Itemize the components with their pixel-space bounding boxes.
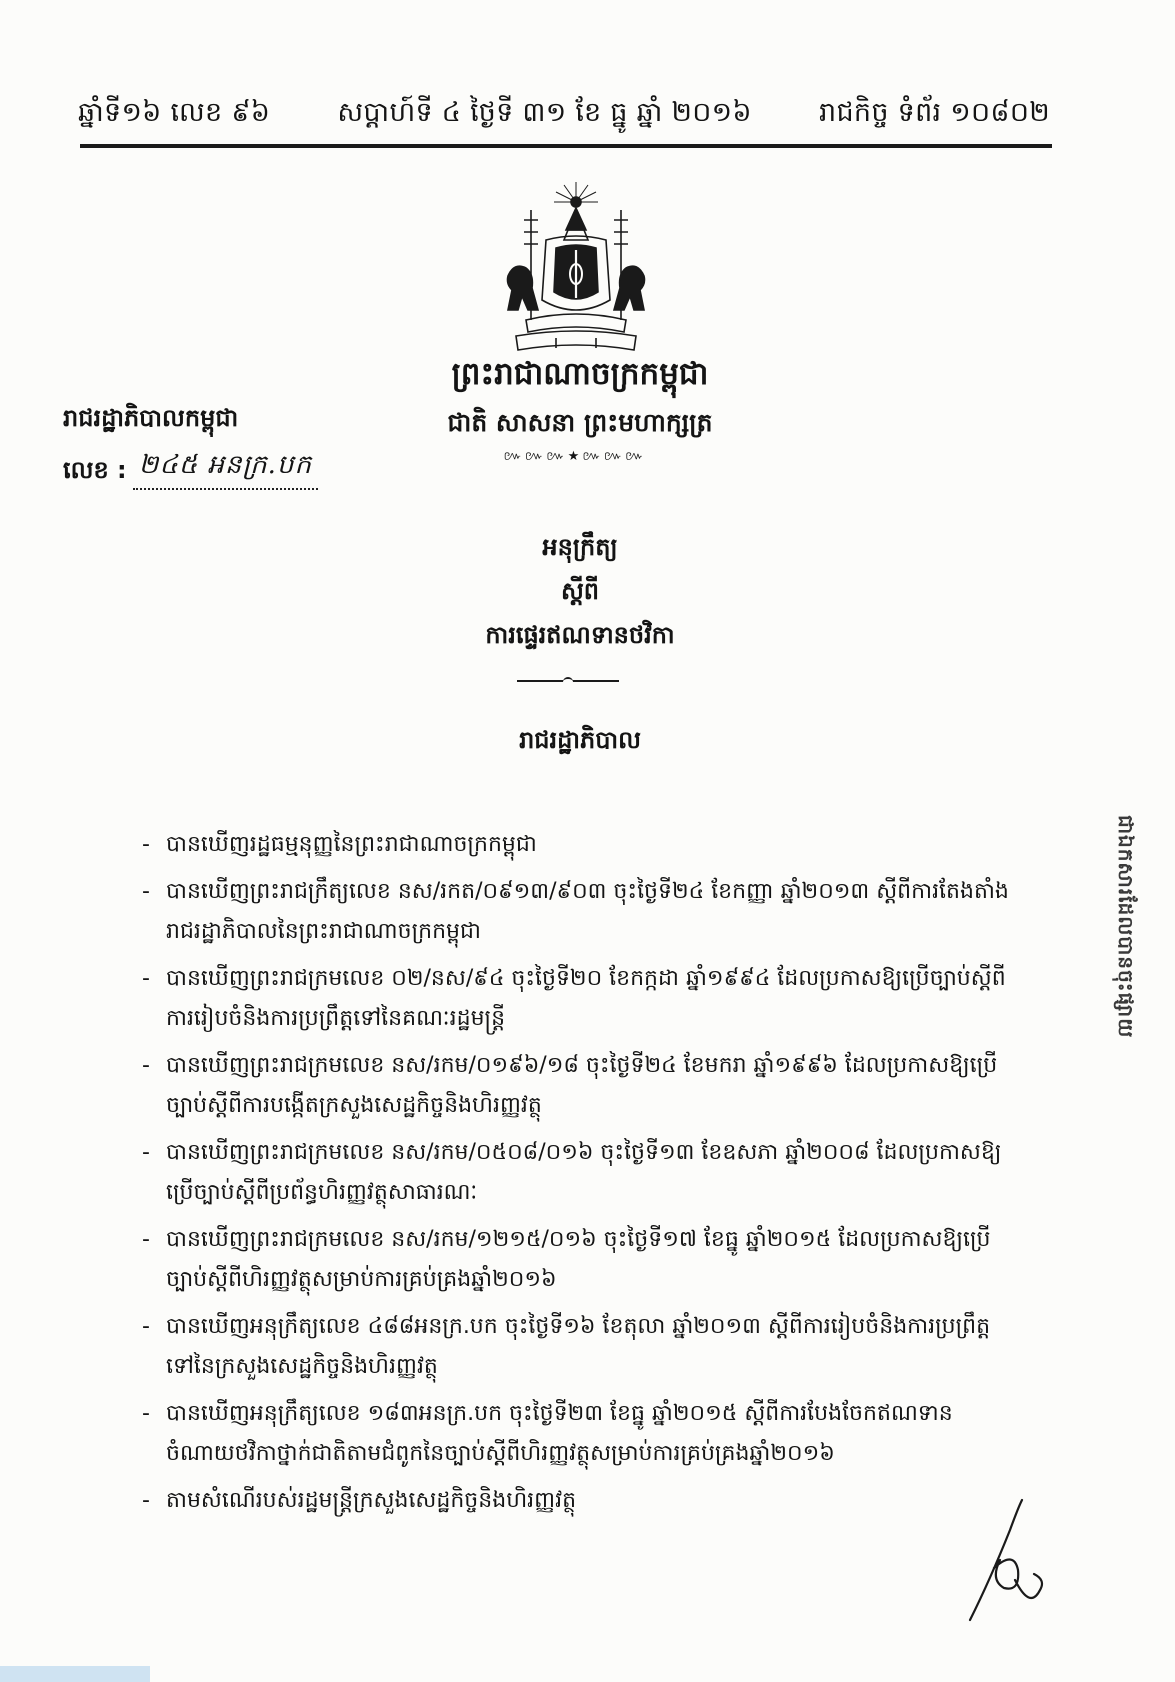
list-item: - បានឃើញព្រះរាជក្រមលេខ នស/រកម/១២១៥/០១៦ ចុះថ្ងៃទី១៧ ខែធ្នូ ឆ្នាំ២០១៥ ដែលប្រកាសឱ្យប្រើច្បាប់ស្តីពីហិរញ្ញវត្ថុសម្រាប់ការគ្រប់គ្រងឆ្នាំ២០១៦: [142, 1227, 991, 1292]
publication-stamp-text: ជាឯកសារដែលបានចុះផ្សាយ: [1114, 815, 1138, 1039]
title-about: ស្តីពី: [560, 577, 600, 605]
royal-coat-of-arms-icon: [486, 180, 666, 360]
publication-stamp: [1106, 812, 1146, 1042]
list-item: - បានឃើញរដ្ឋធម្មនុញ្ញនៃព្រះរាជាណាចក្រកម្ពុជា: [142, 832, 537, 857]
list-item: - តាមសំណើរបស់រដ្ឋមន្ត្រីក្រសួងសេដ្ឋកិច្ចនិងហិរញ្ញវត្ថុ: [142, 1488, 577, 1513]
document-number-label: លេខ :: [63, 456, 127, 484]
list-item: - បានឃើញព្រះរាជក្រមលេខ ០២/នស/៩៤ ចុះថ្ងៃទី២០ ខែកក្កដា ឆ្នាំ១៩៩៤ ដែលប្រកាសឱ្យប្រើច្បាប់ស្តីពីការរៀបចំនិងការប្រព្រឹត្តទៅនៃគណៈរដ្ឋមន្ត្រី: [142, 966, 1006, 1031]
list-item: - បានឃើញព្រះរាជក្រមលេខ នស/រកម/០៥០៨/០១៦ ចុះថ្ងៃទី១៣ ខែឧសភា ឆ្នាំ២០០៨ ដែលប្រកាសឱ្យប្រើច្បាប់ស្តីពីប្រព័ន្ធហិរញ្ញវត្ថុសាធារណៈ: [142, 1140, 1002, 1205]
gazette-header: [78, 92, 1050, 138]
title-subject: ការផ្ទេរឥណទានថវិកា: [485, 621, 675, 649]
preamble-list: [142, 825, 1012, 1528]
list-item: - បានឃើញព្រះរាជក្រឹត្យលេខ នស/រកត/០៩១៣/៩០៣ ចុះថ្ងៃទី២៤ ខែកញ្ញា ឆ្នាំ២០១៣ ស្តីពីការតែងតាំងរាជរដ្ឋាភិបាលនៃព្រះរាជាណាចក្រកម្ពុជា: [142, 879, 1009, 944]
header-rule: [80, 144, 1052, 148]
issuing-body-heading: រាជរដ្ឋាភិបាល: [519, 726, 641, 754]
list-item: - បានឃើញអនុក្រឹត្យលេខ ១៨៣អនក្រ.បក ចុះថ្ងៃទី២៣ ខែធ្នូ ឆ្នាំ២០១៥ ស្តីពីការបែងចែកឥណទានចំណាយថវិកាថ្នាក់ជាតិតាមជំពូកនៃច្បាប់ស្តីពីហិរញ្ញវត្ថុសម្រាប់ការគ្រប់គ្រងឆ្នាំ២០១៦: [142, 1401, 953, 1466]
gazette-date: សប្តាហ៍ទី ៤ ថ្ងៃទី ៣១ ខែ ធ្នូ ឆ្នាំ ២០១៦: [337, 96, 752, 128]
list-item: - បានឃើញអនុក្រឹត្យលេខ ៤៨៨អនក្រ.បក ចុះថ្ងៃទី១៦ ខែតុលា ឆ្នាំ២០១៣ ស្តីពីការរៀបចំនិងការប្រព្រឹត្តទៅនៃក្រសួងសេដ្ឋកិច្ចនិងហិរញ្ញវត្ថុ: [142, 1314, 991, 1379]
gazette-page: រាជកិច្ច ទំព័រ ១០៨០២: [819, 96, 1050, 128]
document-title: [380, 532, 780, 660]
kingdom-name: ព្រះរាជាណាចក្រកម្ពុជា: [451, 356, 709, 392]
national-motto: ជាតិ សាសនា ព្រះមហាក្សត្រ: [447, 408, 713, 437]
motto-ornament: ៚៚៚★៚៚៚: [503, 449, 647, 464]
gazette-year-number: ឆ្នាំទី១៦ លេខ ៩៦: [78, 96, 271, 128]
issuing-authority: រាជរដ្ឋាភិបាលកម្ពុជា: [63, 404, 239, 432]
list-item: - បានឃើញព្រះរាជក្រមលេខ នស/រកម/០១៩៦/១៨ ចុះថ្ងៃទី២៤ ខែមករា ឆ្នាំ១៩៩៦ ដែលប្រកាសឱ្យប្រើច្បាប់ស្តីពីការបង្កើតក្រសួងសេដ្ឋកិច្ចនិងហិរញ្ញវត្ថុ: [142, 1053, 998, 1118]
title-type: អនុក្រឹត្យ: [542, 533, 618, 561]
signature-icon: [960, 1490, 1050, 1630]
title-divider-ornament: [563, 677, 573, 686]
scan-edge-mark: [0, 1666, 150, 1682]
document-number-value: ២៤៥ អនក្រ.បក: [133, 448, 318, 490]
document-number: [63, 448, 318, 490]
